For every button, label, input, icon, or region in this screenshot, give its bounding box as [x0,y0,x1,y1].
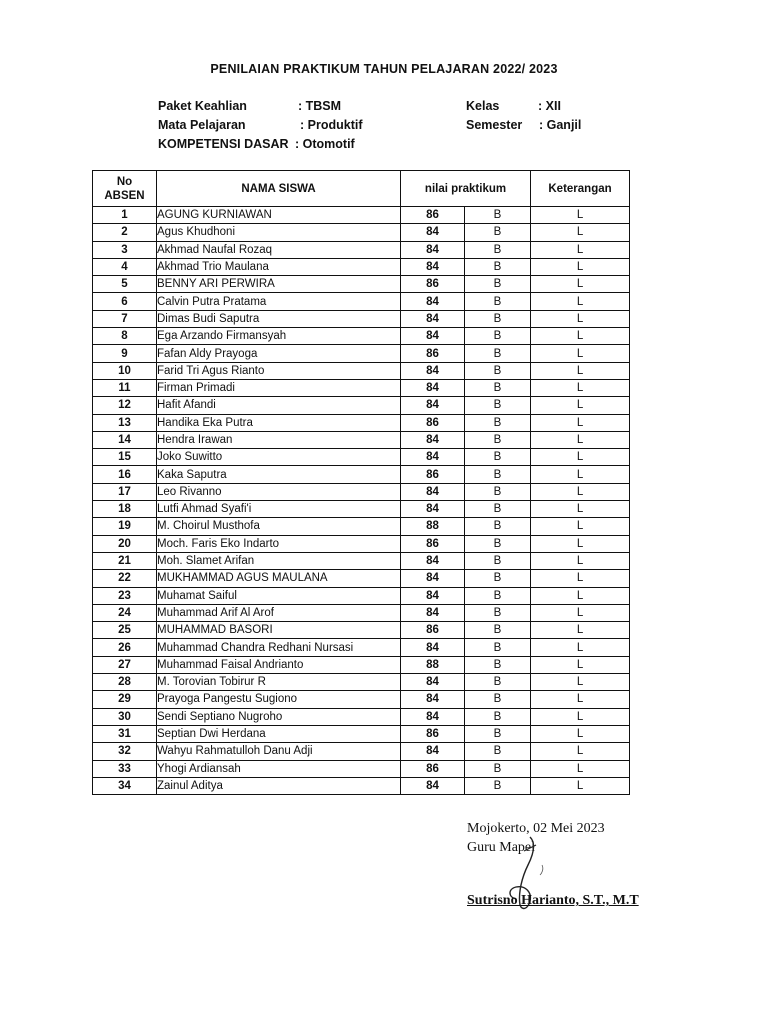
cell-score: 84 [401,777,465,794]
cell-ket: L [531,708,630,725]
cell-score: 84 [401,310,465,327]
cell-name: Farid Tri Agus Rianto [157,362,401,379]
cell-score: 84 [401,587,465,604]
table-row [93,241,630,258]
cell-name: MUHAMMAD BASORI [157,622,401,639]
cell-grade: B [465,743,531,760]
table-row [93,604,630,621]
cell-ket: L [531,535,630,552]
cell-name: Zainul Aditya [157,777,401,794]
paket-label: Paket Keahlian [158,99,247,113]
cell-grade: B [465,483,531,500]
cell-no: 18 [93,501,157,518]
table-row [93,691,630,708]
cell-score: 86 [401,414,465,431]
cell-score: 84 [401,674,465,691]
kelas-value: : XII [538,99,561,113]
document-title: PENILAIAN PRAKTIKUM TAHUN PELAJARAN 2022/ 2023 [210,62,558,76]
table-row [93,310,630,327]
cell-score: 84 [401,293,465,310]
cell-name: Akhmad Trio Maulana [157,258,401,275]
cell-name: Leo Rivanno [157,483,401,500]
cell-no: 3 [93,241,157,258]
signature-role: Guru Mapel [467,840,536,855]
cell-name: Wahyu Rahmatulloh Danu Adji [157,743,401,760]
cell-grade: B [465,604,531,621]
cell-name: Ega Arzando Firmansyah [157,328,401,345]
semester-label: Semester [466,118,523,132]
cell-score: 84 [401,362,465,379]
cell-no: 2 [93,224,157,241]
cell-no: 21 [93,552,157,569]
table-row [93,449,630,466]
cell-grade: B [465,639,531,656]
cell-score: 86 [401,207,465,224]
cell-grade: B [465,414,531,431]
kd-value: : Otomotif [295,137,355,151]
cell-ket: L [531,345,630,362]
cell-score: 86 [401,345,465,362]
cell-name: Kaka Saputra [157,466,401,483]
table-row [93,224,630,241]
cell-no: 20 [93,535,157,552]
table-row [93,397,630,414]
cell-name: Lutfi Ahmad Syafi'i [157,501,401,518]
cell-grade: B [465,691,531,708]
cell-score: 86 [401,535,465,552]
cell-ket: L [531,777,630,794]
kelas-label: Kelas [466,99,500,113]
header-name: NAMA SISWA [157,171,401,207]
header-no [93,171,157,207]
cell-score: 86 [401,622,465,639]
header-ket: Keterangan [531,171,630,207]
cell-ket: L [531,674,630,691]
cell-ket: L [531,397,630,414]
cell-score: 84 [401,708,465,725]
cell-grade: B [465,777,531,794]
cell-no: 27 [93,656,157,673]
cell-no: 31 [93,725,157,742]
cell-name: Fafan Aldy Prayoga [157,345,401,362]
kd-label: KOMPETENSI DASAR [158,137,289,151]
cell-no: 33 [93,760,157,777]
cell-no: 12 [93,397,157,414]
cell-name: M. Choirul Musthofa [157,518,401,535]
table-row [93,743,630,760]
table-row [93,328,630,345]
signature-place-date: Mojokerto, 02 Mei 2023 [467,821,605,836]
cell-ket: L [531,518,630,535]
cell-score: 84 [401,258,465,275]
cell-ket: L [531,414,630,431]
table-row [93,293,630,310]
cell-ket: L [531,691,630,708]
mapel-label: Mata Pelajaran [158,118,246,132]
cell-ket: L [531,310,630,327]
table-row [93,622,630,639]
cell-ket: L [531,570,630,587]
cell-grade: B [465,708,531,725]
cell-no: 22 [93,570,157,587]
cell-ket: L [531,449,630,466]
cell-no: 9 [93,345,157,362]
cell-score: 84 [401,639,465,656]
table-row [93,674,630,691]
cell-name: Muhamat Saiful [157,587,401,604]
cell-name: Handika Eka Putra [157,414,401,431]
cell-name: Hafit Afandi [157,397,401,414]
cell-grade: B [465,656,531,673]
table-row [93,725,630,742]
table-row [93,501,630,518]
cell-ket: L [531,639,630,656]
header-no-line1: No [116,175,133,188]
cell-no: 30 [93,708,157,725]
cell-score: 84 [401,604,465,621]
cell-grade: B [465,310,531,327]
cell-score: 84 [401,743,465,760]
cell-name: Calvin Putra Pratama [157,293,401,310]
cell-ket: L [531,207,630,224]
table-row [93,258,630,275]
cell-score: 84 [401,570,465,587]
cell-no: 34 [93,777,157,794]
cell-grade: B [465,501,531,518]
cell-score: 86 [401,466,465,483]
table-row [93,362,630,379]
table-row [93,207,630,224]
cell-no: 10 [93,362,157,379]
cell-grade: B [465,293,531,310]
table-row [93,345,630,362]
cell-ket: L [531,379,630,396]
table-header-row [93,171,630,207]
cell-no: 24 [93,604,157,621]
cell-score: 84 [401,483,465,500]
header-no-line2: ABSEN [104,189,145,202]
cell-name: Joko Suwitto [157,449,401,466]
signature-name: Sutrisno Harianto, S.T., M.T [467,893,639,908]
cell-name: Dimas Budi Saputra [157,310,401,327]
cell-name: BENNY ARI PERWIRA [157,276,401,293]
cell-ket: L [531,622,630,639]
cell-name: Firman Primadi [157,379,401,396]
cell-score: 88 [401,518,465,535]
cell-grade: B [465,241,531,258]
cell-ket: L [531,293,630,310]
cell-ket: L [531,276,630,293]
cell-name: Sendi Septiano Nugroho [157,708,401,725]
cell-score: 84 [401,224,465,241]
cell-grade: B [465,535,531,552]
cell-name: Moh. Slamet Arifan [157,552,401,569]
cell-grade: B [465,397,531,414]
cell-grade: B [465,466,531,483]
cell-no: 17 [93,483,157,500]
cell-name: Yhogi Ardiansah [157,760,401,777]
cell-score: 86 [401,760,465,777]
table-body [93,207,630,795]
cell-grade: B [465,570,531,587]
table-row [93,708,630,725]
semester-value: : Ganjil [539,118,582,132]
table-row [93,483,630,500]
cell-name: Muhammad Chandra Redhani Nursasi [157,639,401,656]
cell-grade: B [465,449,531,466]
cell-grade: B [465,518,531,535]
cell-no: 16 [93,466,157,483]
table-row [93,466,630,483]
table-row [93,379,630,396]
cell-no: 26 [93,639,157,656]
cell-ket: L [531,587,630,604]
table-row [93,639,630,656]
cell-grade: B [465,379,531,396]
cell-score: 84 [401,397,465,414]
cell-score: 86 [401,725,465,742]
cell-no: 25 [93,622,157,639]
header-score: nilai praktikum [401,171,531,207]
cell-grade: B [465,207,531,224]
cell-no: 13 [93,414,157,431]
cell-no: 4 [93,258,157,275]
cell-no: 5 [93,276,157,293]
cell-ket: L [531,501,630,518]
table-row [93,414,630,431]
cell-score: 88 [401,656,465,673]
table-row [93,570,630,587]
cell-no: 7 [93,310,157,327]
cell-name: Muhammad Arif Al Arof [157,604,401,621]
cell-name: MUKHAMMAD AGUS MAULANA [157,570,401,587]
cell-grade: B [465,362,531,379]
cell-grade: B [465,328,531,345]
cell-ket: L [531,431,630,448]
cell-no: 32 [93,743,157,760]
table-row [93,276,630,293]
cell-no: 28 [93,674,157,691]
cell-no: 19 [93,518,157,535]
cell-name: M. Torovian Tobirur R [157,674,401,691]
cell-no: 6 [93,293,157,310]
cell-name: Agus Khudhoni [157,224,401,241]
cell-grade: B [465,224,531,241]
table-row [93,518,630,535]
paket-value: : TBSM [298,99,342,113]
cell-ket: L [531,224,630,241]
table-row [93,656,630,673]
cell-grade: B [465,587,531,604]
cell-name: Septian Dwi Herdana [157,725,401,742]
cell-ket: L [531,604,630,621]
cell-score: 84 [401,691,465,708]
cell-ket: L [531,362,630,379]
cell-no: 1 [93,207,157,224]
cell-ket: L [531,466,630,483]
cell-grade: B [465,345,531,362]
mapel-value: : Produktif [300,118,363,132]
cell-grade: B [465,552,531,569]
cell-name: Muhammad Faisal Andrianto [157,656,401,673]
cell-ket: L [531,258,630,275]
cell-name: Prayoga Pangestu Sugiono [157,691,401,708]
cell-score: 84 [401,552,465,569]
cell-score: 84 [401,241,465,258]
cell-name: Akhmad Naufal Rozaq [157,241,401,258]
cell-no: 11 [93,379,157,396]
cell-score: 84 [401,431,465,448]
cell-grade: B [465,622,531,639]
grades-table [92,170,630,795]
table-row [93,587,630,604]
cell-name: Hendra Irawan [157,431,401,448]
cell-ket: L [531,552,630,569]
cell-grade: B [465,725,531,742]
cell-grade: B [465,431,531,448]
cell-score: 86 [401,276,465,293]
cell-no: 23 [93,587,157,604]
cell-name: AGUNG KURNIAWAN [157,207,401,224]
cell-ket: L [531,743,630,760]
cell-no: 15 [93,449,157,466]
cell-name: Moch. Faris Eko Indarto [157,535,401,552]
cell-score: 84 [401,328,465,345]
cell-no: 14 [93,431,157,448]
table-row [93,535,630,552]
cell-ket: L [531,760,630,777]
cell-grade: B [465,276,531,293]
cell-score: 84 [401,379,465,396]
cell-grade: B [465,760,531,777]
cell-ket: L [531,241,630,258]
cell-grade: B [465,674,531,691]
cell-score: 84 [401,501,465,518]
cell-score: 84 [401,449,465,466]
table-row [93,431,630,448]
table-row [93,777,630,794]
cell-ket: L [531,328,630,345]
cell-ket: L [531,483,630,500]
cell-ket: L [531,725,630,742]
table-row [93,760,630,777]
cell-grade: B [465,258,531,275]
table-row [93,552,630,569]
cell-no: 29 [93,691,157,708]
cell-ket: L [531,656,630,673]
cell-no: 8 [93,328,157,345]
